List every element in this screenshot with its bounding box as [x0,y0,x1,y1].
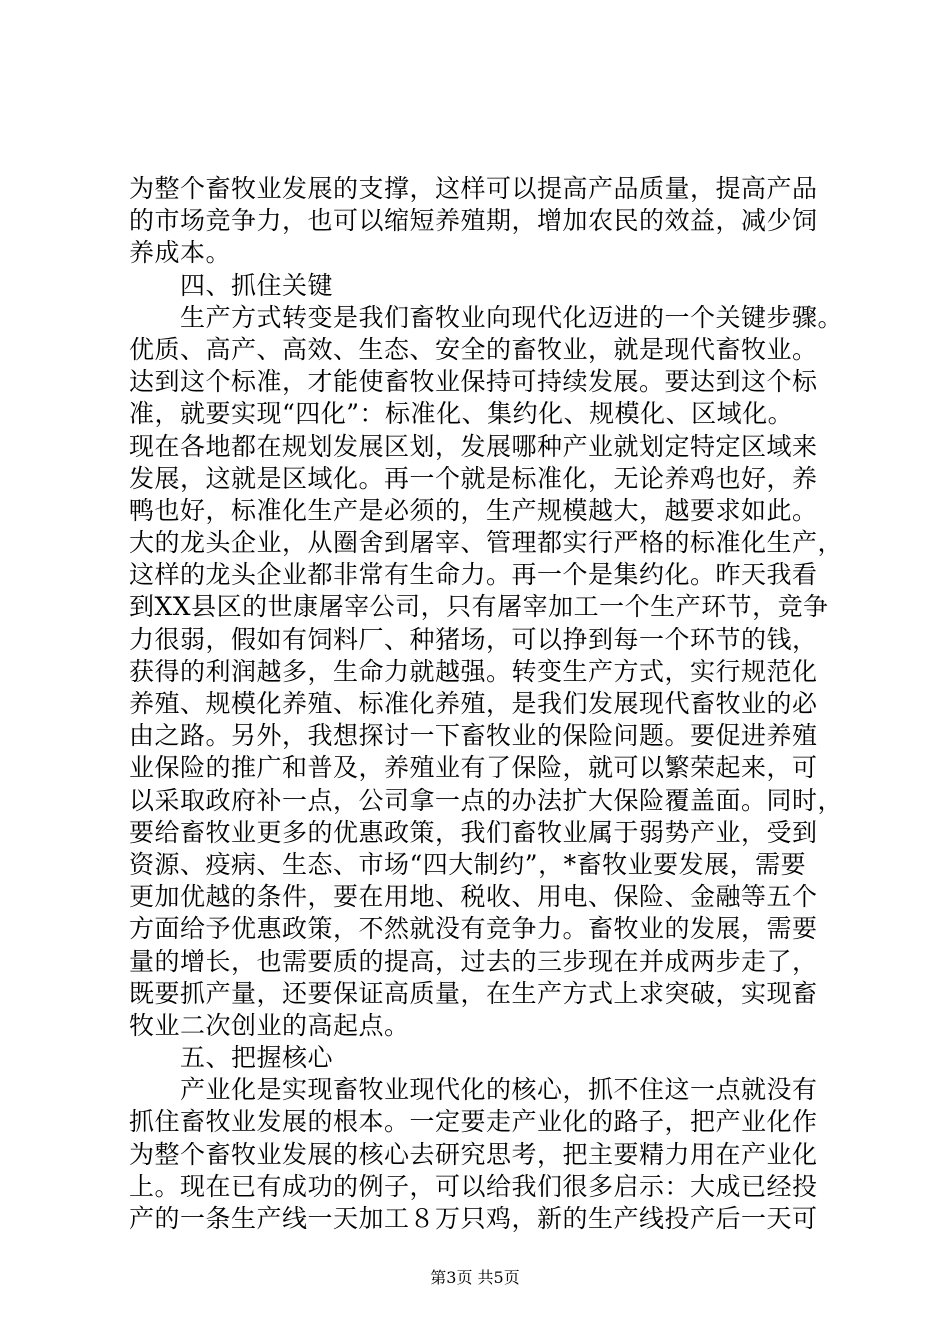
section-heading-5: 五、把握核心 [129,1043,334,1073]
text-line: 牧业二次创业的高起点。 [129,1010,410,1040]
text-line: 产的一条生产线一天加工８万只鸡，新的生产线投产后一天可 [129,1204,818,1233]
text-line: 由之路。另外，我想探讨一下畜牧业的保险问题。要促进养殖 [129,721,818,751]
text-line: 养殖、规模化养殖、标准化养殖，是我们发展现代畜牧业的必 [129,689,818,718]
text-line: 以采取政府补一点，公司拿一点的办法扩大保险覆盖面。同时， [129,785,844,815]
text-line: 达到这个标准，才能使畜牧业保持可持续发展。要达到这个标 [129,367,818,397]
text-line: 这样的龙头企业都非常有生命力。再一个是集约化。昨天我看 [129,560,818,590]
text-line: 更加优越的条件，要在用地、税收、用电、保险、金融等五个 [129,882,818,912]
text-line: 发展，这就是区域化。再一个就是标准化，无论养鸡也好，养 [129,463,818,493]
text-line: 方面给予优惠政策，不然就没有竞争力。畜牧业的发展，需要 [129,914,818,944]
body-text [129,173,859,1235]
text-line: 的市场竞争力，也可以缩短养殖期，增加农民的效益，减少饲 [129,206,818,236]
text-line: 抓住畜牧业发展的根本。一定要走产业化的路子，把产业化作 [129,1107,818,1137]
text-line: 到XX县区的世康屠宰公司，只有屠宰加工一个生产环节，竞争 [129,592,829,622]
text-line: 养成本。 [129,238,232,268]
text-line: 为整个畜牧业发展的核心去研究思考，把主要精力用在产业化 [129,1139,818,1169]
text-line: 优质、高产、高效、生态、安全的畜牧业，就是现代畜牧业。 [129,334,818,364]
text-line: 准，就要实现“四化”：标准化、集约化、规模化、区域化。 [129,399,794,429]
text-line: 为整个畜牧业发展的支撑，这样可以提高产品质量，提高产品 [129,174,818,203]
text-line: 现在各地都在规划发展区划，发展哪种产业就划定特定区域来 [129,431,818,461]
text-line: 资源、疫病、生态、市场“四大制约”，*畜牧业要发展，需要 [129,849,807,879]
text-line: 鸭也好，标准化生产是必须的，生产规模越大，越要求如此。 [129,495,818,525]
text-line: 要给畜牧业更多的优惠政策，我们畜牧业属于弱势产业，受到 [129,817,818,847]
text-line: 大的龙头企业，从圈舍到屠宰、管理都实行严格的标准化生产， [129,528,844,558]
text-line: 上。现在已有成功的例子，可以给我们很多启示：大成已经投 [129,1171,818,1201]
text-line: 产业化是实现畜牧业现代化的核心，抓不住这一点就没有 [129,1075,818,1105]
section-heading-4: 四、抓住关键 [129,270,334,300]
text-line: 业保险的推广和普及，养殖业有了保险，就可以繁荣起来，可 [129,753,818,783]
text-line: 生产方式转变是我们畜牧业向现代化迈进的一个关键步骤。 [129,302,844,332]
page-number-footer: 第3页 共5页 [430,1268,520,1287]
text-line: 获得的利润越多，生命力就越强。转变生产方式，实行规范化 [129,656,818,686]
text-line: 力很弱，假如有饲料厂、种猪场，可以挣到每一个环节的钱， [129,624,818,654]
text-line: 量的增长，也需要质的提高，过去的三步现在并成两步走了， [129,946,818,976]
text-line: 既要抓产量，还要保证高质量，在生产方式上求突破，实现畜 [129,978,818,1008]
